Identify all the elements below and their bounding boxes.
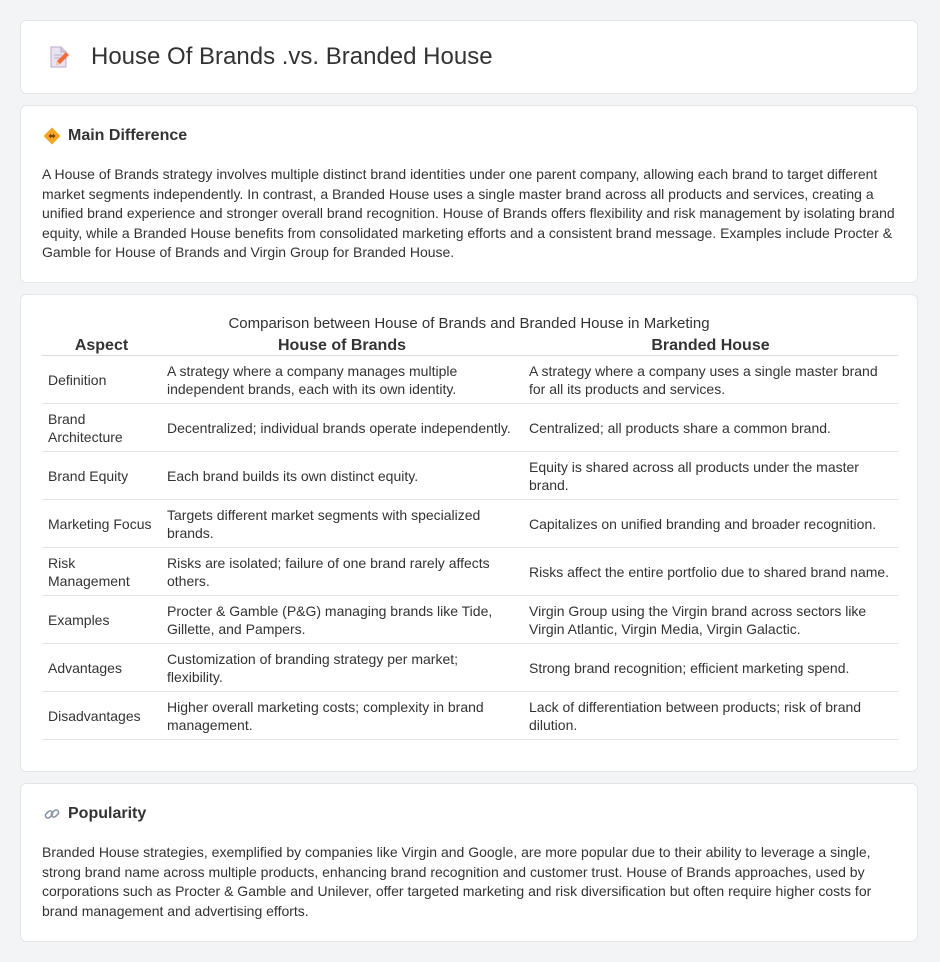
table-row — [42, 500, 898, 548]
table-row — [42, 644, 898, 692]
row-branded-house: Risks affect the entire portfolio due to shared brand name. — [523, 548, 898, 596]
row-aspect: Disadvantages — [42, 692, 161, 740]
header-aspect: Aspect — [42, 337, 161, 356]
row-aspect: Marketing Focus — [42, 500, 161, 548]
row-house-of-brands: A strategy where a company manages multiple independent brands, each with its own identity. — [161, 356, 523, 404]
diamond-arrows-icon — [43, 127, 61, 145]
document-pencil-icon — [47, 45, 71, 69]
header-house-of-brands: House of Brands — [161, 337, 523, 356]
table-row — [42, 404, 898, 452]
row-house-of-brands: Procter & Gamble (P&G) managing brands like Tide, Gillette, and Pampers. — [161, 596, 523, 644]
popularity-title: Popularity — [68, 805, 147, 822]
table-header-row — [42, 337, 898, 356]
link-icon — [43, 805, 61, 823]
main-difference-header — [43, 127, 187, 145]
row-house-of-brands: Decentralized; individual brands operate independently. — [161, 404, 523, 452]
main-difference-text: A House of Brands strategy involves multiple distinct brand identities under one parent company, allowing each brand to target different market segments independently. In contrast, a Branded House uses a single master brand across all products and services, creating a unified brand experience and stronger overall brand recognition. House of Brands offers flexibility and risk management by isolating brand equity, while a Branded House benefits from consolidated marketing efforts and a consistent brand message. Examples include Procter & Gamble for House of Brands and Virgin Group for Branded House. — [42, 166, 895, 261]
main-difference-title: Main Difference — [68, 127, 188, 144]
table-row — [42, 356, 898, 404]
row-branded-house: Strong brand recognition; efficient marketing spend. — [523, 644, 898, 692]
row-branded-house: Centralized; all products share a common brand. — [523, 404, 898, 452]
popularity-header — [43, 805, 146, 823]
row-house-of-brands: Risks are isolated; failure of one brand rarely affects others. — [161, 548, 523, 596]
row-branded-house: Capitalizes on unified branding and broader recognition. — [523, 500, 898, 548]
row-house-of-brands: Higher overall marketing costs; complexity in brand management. — [161, 692, 523, 740]
page-title: House Of Brands .vs. Branded House — [91, 43, 493, 70]
table-row — [42, 548, 898, 596]
header-branded-house: Branded House — [523, 337, 898, 356]
table-row — [42, 692, 898, 740]
row-aspect: Brand Equity — [42, 452, 161, 500]
row-aspect: Definition — [42, 356, 161, 404]
row-house-of-brands: Each brand builds its own distinct equity. — [161, 452, 523, 500]
title-row — [21, 21, 917, 93]
comparison-table — [42, 337, 898, 740]
row-house-of-brands: Targets different market segments with specialized brands. — [161, 500, 523, 548]
table-row — [42, 596, 898, 644]
table-caption: Comparison between House of Brands and Branded House in Marketing — [228, 315, 710, 332]
popularity-card — [20, 783, 918, 942]
row-aspect: Examples — [42, 596, 161, 644]
row-aspect: Brand Architecture — [42, 404, 161, 452]
row-house-of-brands: Customization of branding strategy per market; flexibility. — [161, 644, 523, 692]
popularity-text: Branded House strategies, exemplified by companies like Virgin and Google, are more popular due to their ability to leverage a single, strong brand name across multiple products, enhancing brand recognition and customer trust. House of Brands approaches, used by corporations such as Procter & Gamble and Unilever, offer targeted marketing and risk diversification but often require higher costs for brand management and advertising efforts. — [42, 844, 872, 919]
row-branded-house: A strategy where a company uses a single master brand for all its products and services. — [523, 356, 898, 404]
row-aspect: Risk Management — [42, 548, 161, 596]
comparison-table-wrap — [42, 315, 896, 740]
table-row — [42, 452, 898, 500]
row-aspect: Advantages — [42, 644, 161, 692]
row-branded-house: Lack of differentiation between products; risk of brand dilution. — [523, 692, 898, 740]
row-branded-house: Equity is shared across all products under the master brand. — [523, 452, 898, 500]
comparison-card — [20, 294, 918, 772]
main-difference-card — [20, 105, 918, 283]
title-card — [20, 20, 918, 94]
row-branded-house: Virgin Group using the Virgin brand across sectors like Virgin Atlantic, Virgin Media, Virgin Galactic. — [523, 596, 898, 644]
